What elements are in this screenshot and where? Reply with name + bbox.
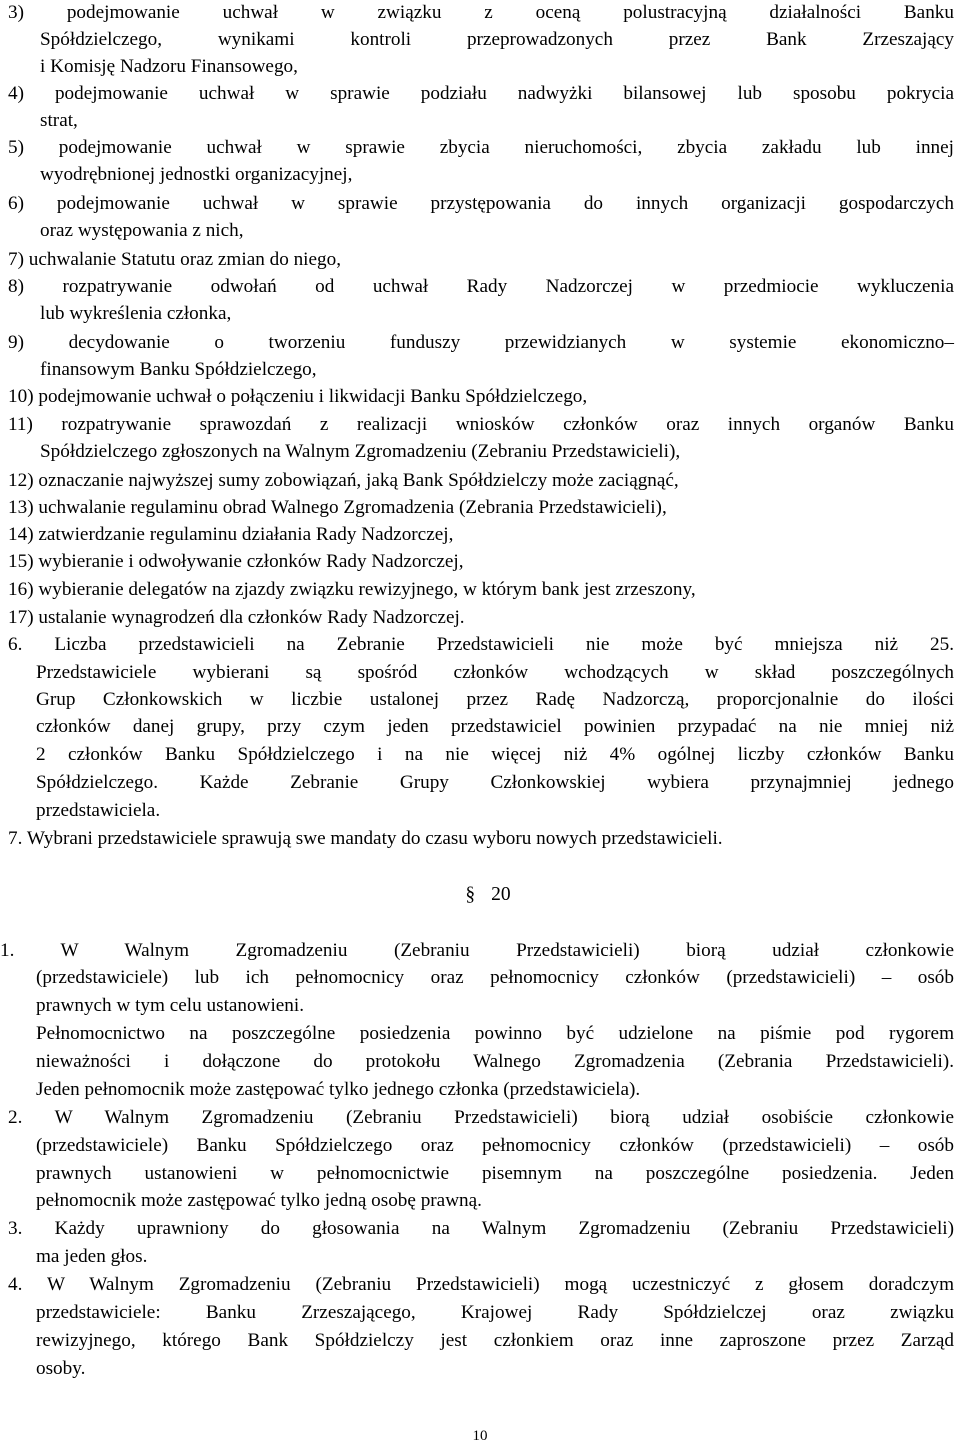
text-line: 14) zatwierdzanie regulaminu działania Rady Nadzorczej, [8, 524, 454, 545]
text-line: 5) podejmowanie uchwał w sprawie zbycia nieruchomości, zbycia zakładu lub innej [8, 137, 954, 158]
text-line: Jeden pełnomocnik może zastępować tylko jednego członka (przedstawiciela). [36, 1079, 641, 1100]
text-line: 6) podejmowanie uchwał w sprawie przystępowania do innych organizacji gospodarczych [8, 193, 954, 214]
text-line: Pełnomocnictwo na poszczególne posiedzenia powinno być udzielone na piśmie pod rygorem [36, 1023, 954, 1044]
text-line: 17) ustalanie wynagrodzeń dla członków Rady Nadzorczej. [8, 607, 465, 628]
text-line: 2. W Walnym Zgromadzeniu (Zebraniu Przedstawicieli) biorą udział osobiście członkowie [8, 1107, 954, 1128]
text-line: i Komisję Nadzoru Finansowego, [40, 56, 298, 77]
text-line: oraz występowania z nich, [40, 220, 244, 241]
text-line: Spółdzielczego. Każde Zebranie Grupy Członkowskiej wybiera przynajmniej jednego [36, 772, 954, 793]
text-line: finansowym Banku Spółdzielczego, [40, 359, 317, 380]
text-line: 11) rozpatrywanie sprawozdań z realizacji wniosków członków oraz innych organów Banku [8, 414, 954, 435]
text-line: (przedstawiciele) Banku Spółdzielczego oraz pełnomocnicy członków (przedstawicieli) – osób [36, 1135, 954, 1156]
text-line: 7. Wybrani przedstawiciele sprawują swe mandaty do czasu wyboru nowych przedstawicieli. [8, 828, 723, 849]
text-line: 12) oznaczanie najwyższej sumy zobowiązań, jaką Bank Spółdzielczy może zaciągnąć, [8, 470, 679, 491]
text-line: 9) decydowanie o tworzeniu funduszy przewidzianych w systemie ekonomiczno– [8, 332, 954, 353]
text-line: lub wykreślenia członka, [40, 303, 232, 324]
text-line: Spółdzielczego, wynikami kontroli przeprowadzonych przez Bank Zrzeszający [40, 29, 954, 50]
text-line: 4. W Walnym Zgromadzeniu (Zebraniu Przedstawicieli) mogą uczestniczyć z głosem doradczym [8, 1274, 954, 1295]
text-line: prawnych ustanowieni w pełnomocnictwie pisemnym na poszczególne posiedzenia. Jeden [36, 1163, 954, 1184]
text-line: 2 członków Banku Spółdzielczego i na nie więcej niż 4% ogólnej liczby członków Banku [36, 744, 954, 765]
text-line: Spółdzielczego zgłoszonych na Walnym Zgromadzeniu (Zebraniu Przedstawicieli), [40, 441, 681, 462]
text-line: 16) wybieranie delegatów na zjazdy związku rewizyjnego, w którym bank jest zrzeszony, [8, 579, 696, 600]
text-line: Przedstawiciele wybierani są spośród członków wchodzących w skład poszczególnych [36, 662, 954, 683]
text-line: 3) podejmowanie uchwał w związku z oceną polustracyjną działalności Banku [8, 2, 954, 23]
text-line: 4) podejmowanie uchwał w sprawie podziału nadwyżki bilansowej lub sposobu pokrycia [8, 83, 954, 104]
text-line: 15) wybieranie i odwoływanie członków Rady Nadzorczej, [8, 551, 464, 572]
text-line: pełnomocnik może zastępować tylko jedną osobę prawną. [36, 1190, 482, 1211]
text-line: 7) uchwalanie Statutu oraz zmian do niego, [8, 249, 342, 270]
text-line: 10) podejmowanie uchwał o połączeniu i likwidacji Banku Spółdzielczego, [8, 386, 588, 407]
text-line: strat, [40, 110, 78, 131]
text-line: nieważności i dołączone do protokołu Walnego Zgromadzenia (Zebrania Przedstawicieli). [36, 1051, 954, 1072]
text-line: 8) rozpatrywanie odwołań od uchwał Rady Nadzorczej w przedmiocie wykluczenia [8, 276, 954, 297]
text-line: członków danej grupy, przy czym jeden przedstawiciel powinien przypadać na nie mniej niż [36, 716, 954, 737]
section-heading [0, 884, 960, 906]
text-line: przedstawiciele: Banku Zrzeszającego, Krajowej Rady Spółdzielczej oraz związku [36, 1302, 954, 1323]
text-line: 3. Każdy uprawniony do głosowania na Walnym Zgromadzeniu (Zebraniu Przedstawicieli) [8, 1218, 954, 1239]
text-line: 6. Liczba przedstawicieli na Zebranie Przedstawicieli nie może być mniejsza niż 25. [8, 634, 954, 655]
section-number: 20 [491, 884, 511, 905]
text-line: prawnych w tym celu ustanowieni. [36, 995, 305, 1016]
text-line: osoby. [36, 1358, 86, 1379]
text-line: przedstawiciela. [36, 800, 161, 821]
section-symbol: § [465, 884, 476, 905]
text-line: ma jeden głos. [36, 1246, 148, 1267]
text-line: (przedstawiciele) lub ich pełnomocnicy oraz pełnomocnicy członków (przedstawicieli) – osób [36, 967, 954, 988]
text-line: rewizyjnego, którego Bank Spółdzielczy jest członkiem oraz inne zaproszone przez Zarząd [36, 1330, 954, 1351]
text-line: Grup Członkowskich w liczbie ustalonej przez Radę Nadzorczą, proporcjonalnie do ilości [36, 689, 954, 710]
text-line: wyodrębnionej jednostki organizacyjnej, [40, 164, 353, 185]
page-number: 10 [472, 1428, 488, 1444]
text-line: 1. W Walnym Zgromadzeniu (Zebraniu Przedstawicieli) biorą udział członkowie [0, 940, 954, 961]
text-line: 13) uchwalanie regulaminu obrad Walnego Zgromadzenia (Zebrania Przedstawicieli), [8, 497, 667, 518]
